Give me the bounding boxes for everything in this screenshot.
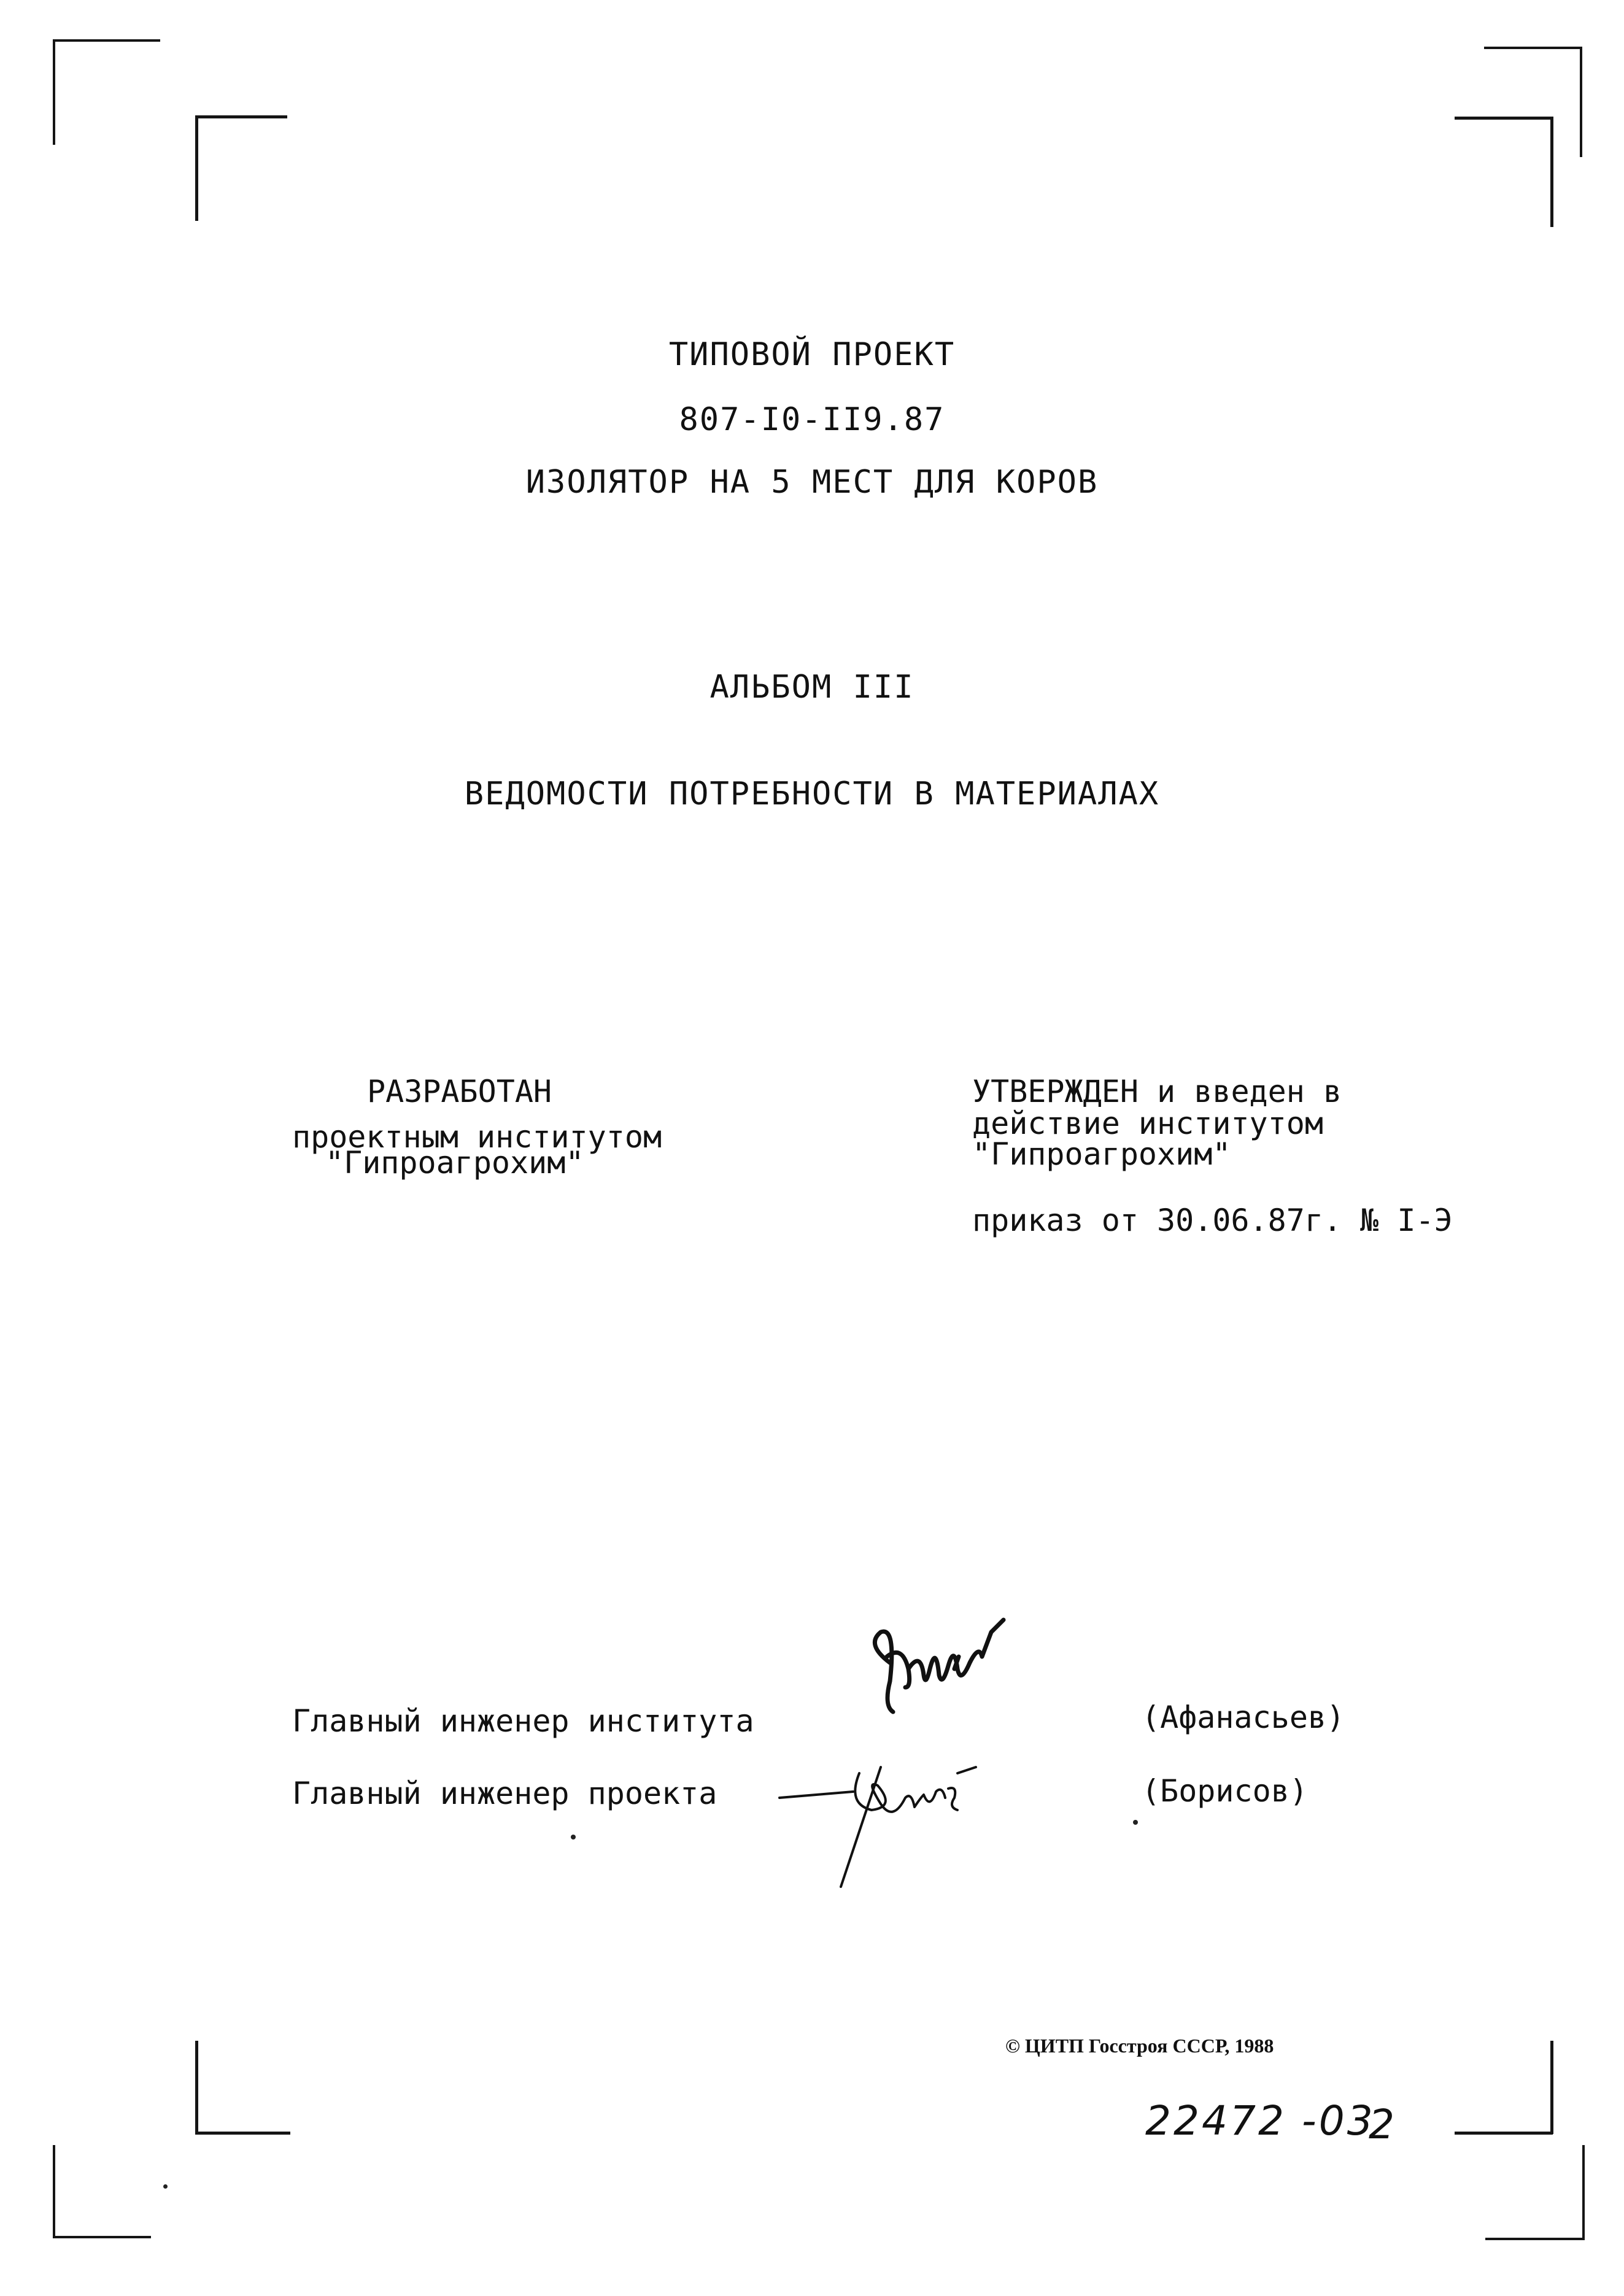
page-number: 2 [1369,2101,1397,2148]
project-name: ИЗОЛЯТОР НА 5 МЕСТ ДЛЯ КОРОВ [525,464,1099,501]
speck [163,2184,168,2189]
approved-heading: УТВЕРЖДЕН [972,1074,1139,1109]
approved-institute-name: "Гипроагрохим" [972,1136,1231,1172]
copyright-notice: © ЦИТП Госстроя СССР, 1988 [1005,2035,1274,2057]
developed-heading: РАЗРАБОТАН [367,1074,552,1109]
approved-action-line: действие институтом [972,1106,1323,1141]
speck [1133,1820,1138,1825]
developed-institute-name: "Гипроагрохим" [325,1145,584,1181]
signature-afanasyev-image [847,1608,1031,1718]
signature-name-afanasyev: (Афанасьев) [1142,1700,1345,1735]
signature-role-chief-engineer-institute: Главный инженер института [292,1703,754,1739]
signature-name-borisov: (Борисов) [1142,1773,1308,1809]
album-number: АЛЬБОМ III [710,669,914,706]
project-type-title: ТИПОВОЙ ПРОЕКТ [668,336,956,373]
signature-borisov-image [773,1749,994,1890]
developed-institute-line: проектным институтом [292,1119,662,1155]
project-number: 807-I0-II9.87 [679,401,945,438]
approved-heading-rest: и введен в [1138,1074,1342,1109]
speck [571,1835,576,1839]
approval-order: приказ от 30.06.87г. № I-Э [972,1203,1453,1238]
album-subject: ВЕДОМОСТИ ПОТРЕБНОСТИ В МАТЕРИАЛАХ [464,776,1160,812]
approved-heading-line [972,1074,1342,1109]
signature-role-chief-engineer-project: Главный инженер проекта [292,1776,717,1811]
inventory-number: 22472 -03 [1145,2097,1375,2144]
